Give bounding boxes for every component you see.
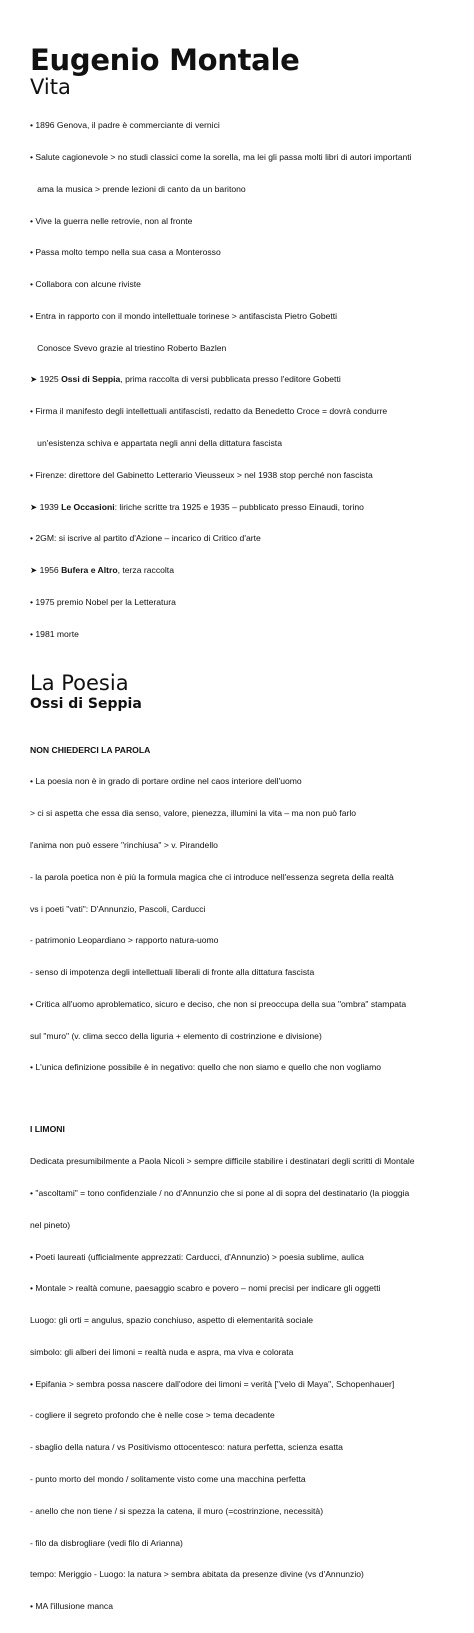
list-item: • L'unica definizione possibile è in negativo: quello che non siamo e quello che non vogliamo bbox=[30, 1062, 382, 1073]
list-item: - punto morto del mondo / solitamente visto come una macchina perfetta bbox=[30, 1474, 306, 1485]
list-item: un'esistenza schiva e appartata negli anni della dittatura fascista bbox=[30, 438, 282, 448]
document-page bbox=[30, 44, 454, 1633]
list-item: - senso di impotenza degli intellettuali liberali di fronte alla dittatura fascista bbox=[30, 967, 315, 978]
list-item: • Salute cagionevole > no studi classici come la sorella, ma lei gli passa molti libri di autori importanti bbox=[30, 151, 412, 162]
list-item: • Critica all'uomo aproblematico, sicuro e deciso, che non si preoccupa della sua "ombra" stampata bbox=[30, 998, 407, 1009]
list-item: • Passa molto tempo nella sua casa a Monterosso bbox=[30, 247, 221, 258]
list-item: sul "muro" (v. clima secco della liguria + elemento di costrinzione e divisione) bbox=[30, 1030, 322, 1041]
list-item: - la parola poetica non è più la formula magica che ci introduce nell'essenza segreta della realtà bbox=[30, 871, 394, 882]
list-item: Dedicata presumibilmente a Paola Nicoli > sempre difficile stabilire i destinatari degli scritti di Montale bbox=[30, 1156, 415, 1167]
work-title: Le Occasioni bbox=[61, 501, 115, 512]
list-item: - cogliere il segreto profondo che è nelle cose > tema decadente bbox=[30, 1410, 275, 1421]
list-item: simbolo: gli alberi dei limoni = realtà nuda e aspra, ma viva e colorata bbox=[30, 1346, 294, 1357]
list-item: nel pineto) bbox=[30, 1219, 71, 1230]
block-i-limoni bbox=[30, 1103, 454, 1633]
list-item: • Collabora con alcune riviste bbox=[30, 279, 141, 290]
block-non-chiederci bbox=[30, 723, 454, 1094]
list-item: • Epifania > sembra possa nascere dall'odore dei limoni = verità ["velo di Maya", Schopenhauer] bbox=[30, 1378, 395, 1389]
work-title: Bufera e Altro bbox=[61, 565, 118, 576]
list-item: • 1896 Genova, il padre è commerciante di vernici bbox=[30, 120, 220, 131]
list-item: • Firma il manifesto degli intellettuali antifascisti, redatto da Benedetto Croce = dovrà condurre bbox=[30, 406, 388, 417]
list-item: Luogo: gli orti = angulus, spazio conchiuso, aspetto di elementarità sociale bbox=[30, 1315, 314, 1326]
list-item: • Vive la guerra nelle retrovie, non al fronte bbox=[30, 215, 193, 226]
vita-list bbox=[30, 99, 454, 660]
spacer bbox=[30, 1094, 454, 1103]
list-item: ➤ 1956 Bufera e Altro, terza raccolta bbox=[30, 565, 174, 576]
list-item: l'anima non può essere "rinchiusa" > v. Pirandello bbox=[30, 840, 218, 850]
list-item: • "ascoltami" = tono confidenziale / no d'Annunzio che si pone al di sopra del destinatario (la pioggia bbox=[30, 1188, 410, 1198]
list-item: • La poesia non è in grado di portare ordine nel caos interiore dell'uomo bbox=[30, 776, 302, 787]
list-item: • Montale > realtà comune, paesaggio scabro e povero – nomi precisi per indicare gli oggetti bbox=[30, 1283, 381, 1294]
list-item: - anello che non tiene / si spezza la catena, il muro (=costrinzione, necessità) bbox=[30, 1505, 324, 1516]
list-item: ➤ 1925 Ossi di Seppia, prima raccolta di versi pubblicata presso l'editore Gobetti bbox=[30, 374, 341, 385]
list-item: vs i poeti "vati": D'Annunzio, Pascoli, Carducci bbox=[30, 903, 206, 914]
block-heading: I LIMONI bbox=[30, 1124, 65, 1135]
page-title: Eugenio Montale bbox=[30, 43, 300, 77]
subsection-ossi-heading: Ossi di Seppia bbox=[30, 696, 142, 713]
list-item: ➤ 1939 Le Occasioni: liriche scritte tra 1925 e 1935 – pubblicato presso Einaudi, torino bbox=[30, 501, 364, 512]
block-heading: NON CHIEDERCI LA PAROLA bbox=[30, 744, 151, 755]
section-poesia-heading: La Poesia bbox=[30, 671, 129, 696]
list-item: ama la musica > prende lezioni di canto da un baritono bbox=[30, 183, 246, 194]
list-item: - patrimonio Leopardiano > rapporto natura-uomo bbox=[30, 935, 219, 946]
list-item: - sbaglio della natura / vs Positivismo ottocentesco: natura perfetta, scienza esatta bbox=[30, 1442, 343, 1453]
list-item: • 1975 premio Nobel per la Letteratura bbox=[30, 596, 176, 607]
work-title: Ossi di Seppia bbox=[61, 374, 121, 385]
list-item: tempo: Meriggio - Luogo: la natura > sembra abitata da presenze divine (vs d'Annunzio) bbox=[30, 1569, 364, 1580]
list-item: - filo da disbrogliare (vedi filo di Arianna) bbox=[30, 1537, 183, 1548]
list-item: > ci si aspetta che essa dia senso, valore, pienezza, illumini la vita – ma non può farlo bbox=[30, 808, 357, 819]
list-item: • 1981 morte bbox=[30, 628, 79, 639]
section-vita-heading: Vita bbox=[30, 75, 71, 99]
list-item: • MA l'illusione manca bbox=[30, 1601, 113, 1612]
list-item: • Entra in rapporto con il mondo intellettuale torinese > antifascista Pietro Gobetti bbox=[30, 310, 338, 321]
list-item: • Poeti laureati (ufficialmente apprezzati: Carducci, d'Annunzio) > poesia sublime, aulica bbox=[30, 1251, 364, 1262]
list-item: • 2GM: si iscrive al partito d'Azione – incarico di Critico d'arte bbox=[30, 533, 261, 544]
list-item: Conosce Svevo grazie al triestino Roberto Bazlen bbox=[30, 342, 227, 353]
list-item: • Firenze: direttore del Gabinetto Letterario Vieusseux > nel 1938 stop perché non fascista bbox=[30, 469, 373, 480]
